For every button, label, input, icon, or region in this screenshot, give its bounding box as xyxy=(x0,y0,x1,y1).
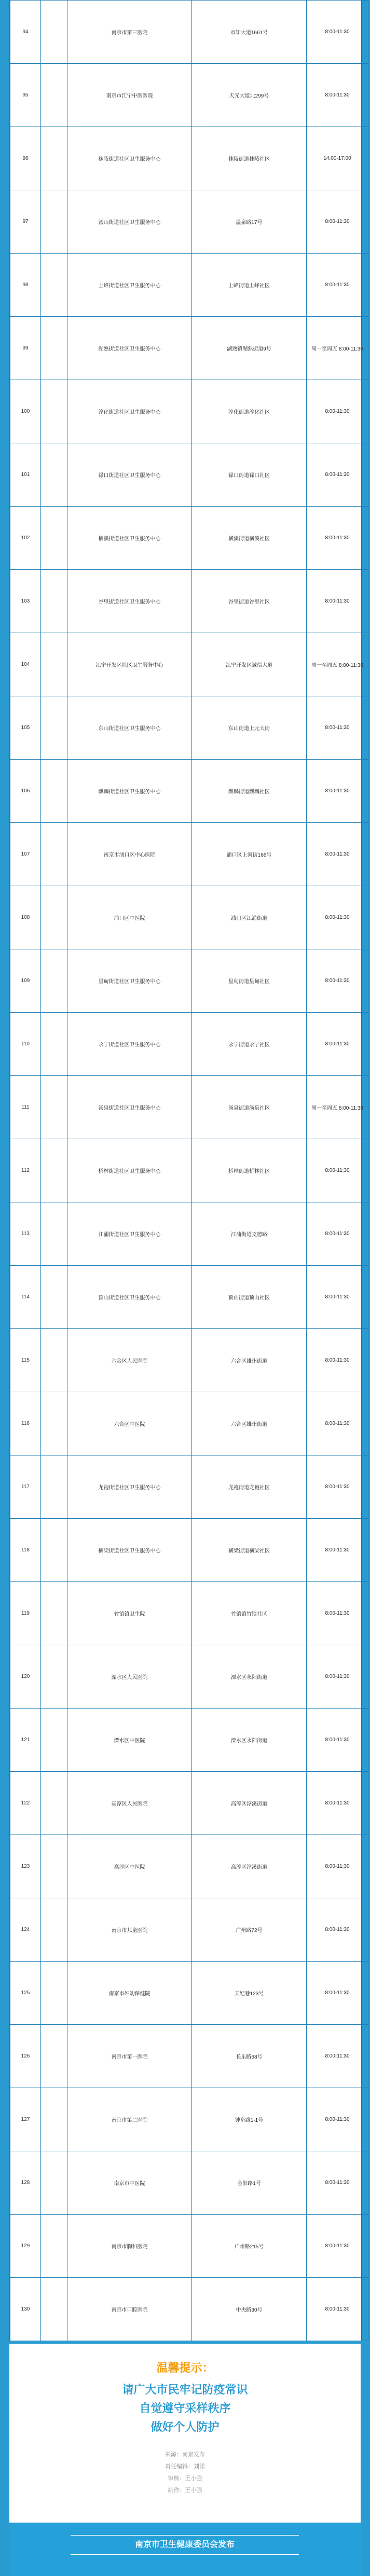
site-address: 江浦街道文德路 xyxy=(192,1202,307,1266)
site-name: 禄口街道社区卫生服务中心 xyxy=(67,443,192,507)
service-time: 8:00-11:30 xyxy=(307,1519,368,1582)
site-name: 汤山街道社区卫生服务中心 xyxy=(67,190,192,254)
row-number: 96 xyxy=(10,127,41,190)
site-address: 天妃巷123号 xyxy=(192,1962,307,2025)
site-name: 南京市口腔医院 xyxy=(67,2278,192,2341)
district-cell xyxy=(41,823,67,886)
testing-sites-table-sheet xyxy=(9,0,362,2341)
district-cell xyxy=(41,380,67,443)
service-time: 8:00-11:30 xyxy=(307,1645,368,1709)
service-time: 8:00-11:30 xyxy=(307,1962,368,2025)
site-address: 广州路215号 xyxy=(192,2215,307,2278)
site-address: 禄口街道禄口社区 xyxy=(192,443,307,507)
service-time: 8:00-11:30 xyxy=(307,1013,368,1076)
service-time: 8:00-11:30 xyxy=(307,1455,368,1519)
service-time: 8:00-11:30 xyxy=(307,1202,368,1266)
row-number: 120 xyxy=(10,1645,41,1709)
district-cell xyxy=(41,1898,67,1962)
district-cell xyxy=(41,696,67,760)
site-address: 竹镇镇竹镇社区 xyxy=(192,1582,307,1645)
row-number: 111 xyxy=(10,1076,41,1139)
table-row xyxy=(10,570,368,633)
district-cell xyxy=(41,2088,67,2151)
site-address: 六合区雄州街道 xyxy=(192,1392,307,1455)
service-time: 周一至周五 8:00-11:30 xyxy=(307,1076,368,1139)
site-name: 江浦街道社区卫生服务中心 xyxy=(67,1202,192,1266)
district-cell xyxy=(41,1455,67,1519)
site-name: 溧水区人民医院 xyxy=(67,1645,192,1709)
service-time: 8:00-11:30 xyxy=(307,1772,368,1835)
site-name: 秣陵街道社区卫生服务中心 xyxy=(67,127,192,190)
table-row xyxy=(10,507,368,570)
table-row xyxy=(10,1962,368,2025)
service-time: 8:00-11:30 xyxy=(307,380,368,443)
site-name: 江宁开发区社区卫生服务中心 xyxy=(67,633,192,696)
row-number: 100 xyxy=(10,380,41,443)
district-cell xyxy=(41,1519,67,1582)
site-name: 淳化街道社区卫生服务中心 xyxy=(67,380,192,443)
service-time: 8:00-11:30 xyxy=(307,507,368,570)
row-number: 130 xyxy=(10,2278,41,2341)
service-time: 8:00-11:30 xyxy=(307,1329,368,1392)
site-name: 湖熟街道社区卫生服务中心 xyxy=(67,317,192,380)
row-number: 125 xyxy=(10,1962,41,2025)
service-time: 8:00-11:30 xyxy=(307,1898,368,1962)
site-address: 市知大道1661号 xyxy=(192,1,307,64)
site-name: 永宁街道社区卫生服务中心 xyxy=(67,1013,192,1076)
testing-sites-table xyxy=(10,0,368,2341)
site-address: 广州路72号 xyxy=(192,1898,307,1962)
site-address: 浦口区上河街166号 xyxy=(192,823,307,886)
site-address: 高淳区淳溪街道 xyxy=(192,1772,307,1835)
source-line: 来源：南京发布 xyxy=(165,2452,205,2458)
site-name: 南京市中医院 xyxy=(67,2151,192,2215)
district-cell xyxy=(41,64,67,127)
table-row xyxy=(10,1202,368,1266)
table-row xyxy=(10,1266,368,1329)
table-row xyxy=(10,2215,368,2278)
service-time: 8:00-11:30 xyxy=(307,1835,368,1898)
table-row xyxy=(10,633,368,696)
table-row xyxy=(10,1013,368,1076)
table-row xyxy=(10,823,368,886)
site-name: 南京市儿童医院 xyxy=(67,1898,192,1962)
site-address: 天元大道北299号 xyxy=(192,64,307,127)
row-number: 101 xyxy=(10,443,41,507)
site-address: 六合区雄州街道 xyxy=(192,1329,307,1392)
district-cell xyxy=(41,2278,67,2341)
service-time: 8:00-11:30 xyxy=(307,64,368,127)
table-row xyxy=(10,696,368,760)
district-cell xyxy=(41,443,67,507)
service-time: 8:00-11:30 xyxy=(307,1582,368,1645)
row-number: 105 xyxy=(10,696,41,760)
site-name: 浦口区中医院 xyxy=(67,886,192,949)
site-address: 星甸街道星甸社区 xyxy=(192,949,307,1013)
site-name: 高淳区人民医院 xyxy=(67,1772,192,1835)
row-number: 128 xyxy=(10,2151,41,2215)
district-cell xyxy=(41,1709,67,1772)
district-cell xyxy=(41,1013,67,1076)
table-row xyxy=(10,254,368,317)
service-time: 8:00-11:30 xyxy=(307,760,368,823)
site-address: 江宁开发区诚信大道 xyxy=(192,633,307,696)
row-number: 117 xyxy=(10,1455,41,1519)
row-number: 109 xyxy=(10,949,41,1013)
site-name: 南京市第三医院 xyxy=(67,1,192,64)
service-time: 8:00-11:30 xyxy=(307,696,368,760)
site-address: 永宁街道永宁社区 xyxy=(192,1013,307,1076)
district-cell xyxy=(41,2151,67,2215)
site-name: 六合区人民医院 xyxy=(67,1329,192,1392)
service-time: 8:00-11:30 xyxy=(307,1266,368,1329)
site-address: 秣陵街道秣陵社区 xyxy=(192,127,307,190)
row-number: 121 xyxy=(10,1709,41,1772)
site-address: 中央路30号 xyxy=(192,2278,307,2341)
service-time: 14:00-17:00 xyxy=(307,127,368,190)
row-number: 116 xyxy=(10,1392,41,1455)
site-name: 高淳区中医院 xyxy=(67,1835,192,1898)
site-address: 横溪街道横溪社区 xyxy=(192,507,307,570)
site-address: 长乐路68号 xyxy=(192,2025,307,2088)
site-name: 横溪街道社区卫生服务中心 xyxy=(67,507,192,570)
row-number: 122 xyxy=(10,1772,41,1835)
service-time: 8:00-11:30 xyxy=(307,443,368,507)
district-cell xyxy=(41,507,67,570)
editor-line: 责任编辑：刘洋 xyxy=(165,2463,205,2470)
table-row xyxy=(10,64,368,127)
site-name: 横梁街道社区卫生服务中心 xyxy=(67,1519,192,1582)
service-time: 8:00-11:30 xyxy=(307,823,368,886)
site-name: 南京市江宁中医医院 xyxy=(67,64,192,127)
site-address: 龙袍街道龙袍社区 xyxy=(192,1455,307,1519)
district-cell xyxy=(41,1392,67,1455)
tip-line-1: 请广大市民牢记防疫常识 xyxy=(122,2383,248,2396)
site-name: 桥林街道社区卫生服务中心 xyxy=(67,1139,192,1202)
table-row xyxy=(10,190,368,254)
site-name: 麒麟街道社区卫生服务中心 xyxy=(67,760,192,823)
site-name: 东山街道社区卫生服务中心 xyxy=(67,696,192,760)
site-address: 钟阜路1-1号 xyxy=(192,2088,307,2151)
site-address: 淳化街道淳化社区 xyxy=(192,380,307,443)
site-name: 上峰街道社区卫生服务中心 xyxy=(67,254,192,317)
site-name: 溧水区中医院 xyxy=(67,1709,192,1772)
row-number: 102 xyxy=(10,507,41,570)
row-number: 94 xyxy=(10,1,41,64)
site-name: 龙袍街道社区卫生服务中心 xyxy=(67,1455,192,1519)
site-name: 南京市胸科医院 xyxy=(67,2215,192,2278)
tip-line-3: 做好个人防护 xyxy=(150,2420,220,2433)
table-row xyxy=(10,1329,368,1392)
table-row xyxy=(10,1645,368,1709)
row-number: 127 xyxy=(10,2088,41,2151)
site-address: 溧水区永阳街道 xyxy=(192,1645,307,1709)
service-time: 8:00-11:30 xyxy=(307,254,368,317)
table-row xyxy=(10,949,368,1013)
row-number: 114 xyxy=(10,1266,41,1329)
reviewer-line: 审核：王小强 xyxy=(168,2475,202,2482)
table-row xyxy=(10,1772,368,1835)
district-cell xyxy=(41,1329,67,1392)
site-name: 顶山街道社区卫生服务中心 xyxy=(67,1266,192,1329)
table-row xyxy=(10,1582,368,1645)
site-name: 星甸街道社区卫生服务中心 xyxy=(67,949,192,1013)
service-time: 8:00-11:30 xyxy=(307,2088,368,2151)
site-name: 汤泉街道社区卫生服务中心 xyxy=(67,1076,192,1139)
footer xyxy=(9,2344,361,2576)
district-cell xyxy=(41,949,67,1013)
row-number: 112 xyxy=(10,1139,41,1202)
table-row xyxy=(10,1,368,64)
table-row xyxy=(10,760,368,823)
district-cell xyxy=(41,886,67,949)
district-cell xyxy=(41,1,67,64)
site-name: 南京市浦口区中心医院 xyxy=(67,823,192,886)
row-number: 118 xyxy=(10,1519,41,1582)
site-address: 金阳路1号 xyxy=(192,2151,307,2215)
service-time: 8:00-11:30 xyxy=(307,1,368,64)
tip-title: 温馨提示： xyxy=(156,2361,214,2374)
tip-line-2: 自觉遵守采样秩序 xyxy=(139,2402,231,2415)
table-row xyxy=(10,2025,368,2088)
service-time: 8:00-11:30 xyxy=(307,1139,368,1202)
district-cell xyxy=(41,760,67,823)
site-name: 谷里街道社区卫生服务中心 xyxy=(67,570,192,633)
table-row xyxy=(10,1139,368,1202)
table-row xyxy=(10,886,368,949)
service-time: 周一至周五 8:00-11:30 xyxy=(307,317,368,380)
site-address: 浦口区江浦街道 xyxy=(192,886,307,949)
site-name: 竹镇镇卫生院 xyxy=(67,1582,192,1645)
row-number: 99 xyxy=(10,317,41,380)
district-cell xyxy=(41,2215,67,2278)
site-address: 顶山街道顶山社区 xyxy=(192,1266,307,1329)
table-row xyxy=(10,1392,368,1455)
table-row xyxy=(10,317,368,380)
site-address: 温泉路17号 xyxy=(192,190,307,254)
service-time: 8:00-11:30 xyxy=(307,1392,368,1455)
district-cell xyxy=(41,570,67,633)
district-cell xyxy=(41,2025,67,2088)
site-name: 南京市第一医院 xyxy=(67,2025,192,2088)
service-time: 8:00-11:30 xyxy=(307,2151,368,2215)
district-cell xyxy=(41,1645,67,1709)
publisher-text: 南京市卫生健康委员会发布 xyxy=(71,2535,299,2555)
table-row xyxy=(10,443,368,507)
publisher-band xyxy=(9,2523,361,2576)
site-address: 溧水区永阳街道 xyxy=(192,1709,307,1772)
table-row xyxy=(10,1519,368,1582)
table-row xyxy=(10,127,368,190)
district-cell xyxy=(41,633,67,696)
table-row xyxy=(10,2278,368,2341)
row-number: 113 xyxy=(10,1202,41,1266)
service-time: 8:00-11:30 xyxy=(307,190,368,254)
site-address: 高淳区淳溪街道 xyxy=(192,1835,307,1898)
producer-line: 制作：王小强 xyxy=(168,2487,202,2494)
row-number: 104 xyxy=(10,633,41,696)
row-number: 98 xyxy=(10,254,41,317)
district-cell xyxy=(41,1139,67,1202)
site-address: 横梁街道横梁社区 xyxy=(192,1519,307,1582)
table-row xyxy=(10,2151,368,2215)
district-cell xyxy=(41,1962,67,2025)
table-row xyxy=(10,1898,368,1962)
table-row xyxy=(10,1709,368,1772)
service-time: 8:00-11:30 xyxy=(307,570,368,633)
site-address: 上峰街道上峰社区 xyxy=(192,254,307,317)
row-number: 107 xyxy=(10,823,41,886)
district-cell xyxy=(41,1202,67,1266)
row-number: 106 xyxy=(10,760,41,823)
service-time: 8:00-11:30 xyxy=(307,2025,368,2088)
district-cell xyxy=(41,1772,67,1835)
district-cell xyxy=(41,1076,67,1139)
site-name: 六合区中医院 xyxy=(67,1392,192,1455)
row-number: 119 xyxy=(10,1582,41,1645)
table-row xyxy=(10,380,368,443)
site-address: 桥林街道桥林社区 xyxy=(192,1139,307,1202)
service-time: 8:00-11:30 xyxy=(307,2215,368,2278)
row-number: 123 xyxy=(10,1835,41,1898)
row-number: 115 xyxy=(10,1329,41,1392)
site-name: 南京市妇幼保健院 xyxy=(67,1962,192,2025)
district-cell xyxy=(41,1582,67,1645)
service-time: 8:00-11:30 xyxy=(307,1709,368,1772)
district-cell xyxy=(41,1266,67,1329)
row-number: 124 xyxy=(10,1898,41,1962)
service-time: 8:00-11:30 xyxy=(307,886,368,949)
table-row xyxy=(10,1835,368,1898)
service-time: 8:00-11:30 xyxy=(307,2278,368,2341)
site-address: 汤泉街道汤泉社区 xyxy=(192,1076,307,1139)
site-name: 南京市第二医院 xyxy=(67,2088,192,2151)
table-row xyxy=(10,1455,368,1519)
district-cell xyxy=(41,254,67,317)
row-number: 110 xyxy=(10,1013,41,1076)
site-address: 东山街道上元大街 xyxy=(192,696,307,760)
service-time: 周一至周五 8:00-11:30 xyxy=(307,633,368,696)
row-number: 95 xyxy=(10,64,41,127)
district-cell xyxy=(41,190,67,254)
site-address: 谷里街道谷里社区 xyxy=(192,570,307,633)
row-number: 126 xyxy=(10,2025,41,2088)
row-number: 103 xyxy=(10,570,41,633)
table-row xyxy=(10,1076,368,1139)
district-cell xyxy=(41,1835,67,1898)
district-cell xyxy=(41,127,67,190)
service-time: 8:00-11:30 xyxy=(307,949,368,1013)
site-address: 湖熟镇湖熟街道9号 xyxy=(192,317,307,380)
row-number: 97 xyxy=(10,190,41,254)
row-number: 108 xyxy=(10,886,41,949)
site-address: 麒麟街道麒麟社区 xyxy=(192,760,307,823)
district-cell xyxy=(41,317,67,380)
row-number: 129 xyxy=(10,2215,41,2278)
table-row xyxy=(10,2088,368,2151)
